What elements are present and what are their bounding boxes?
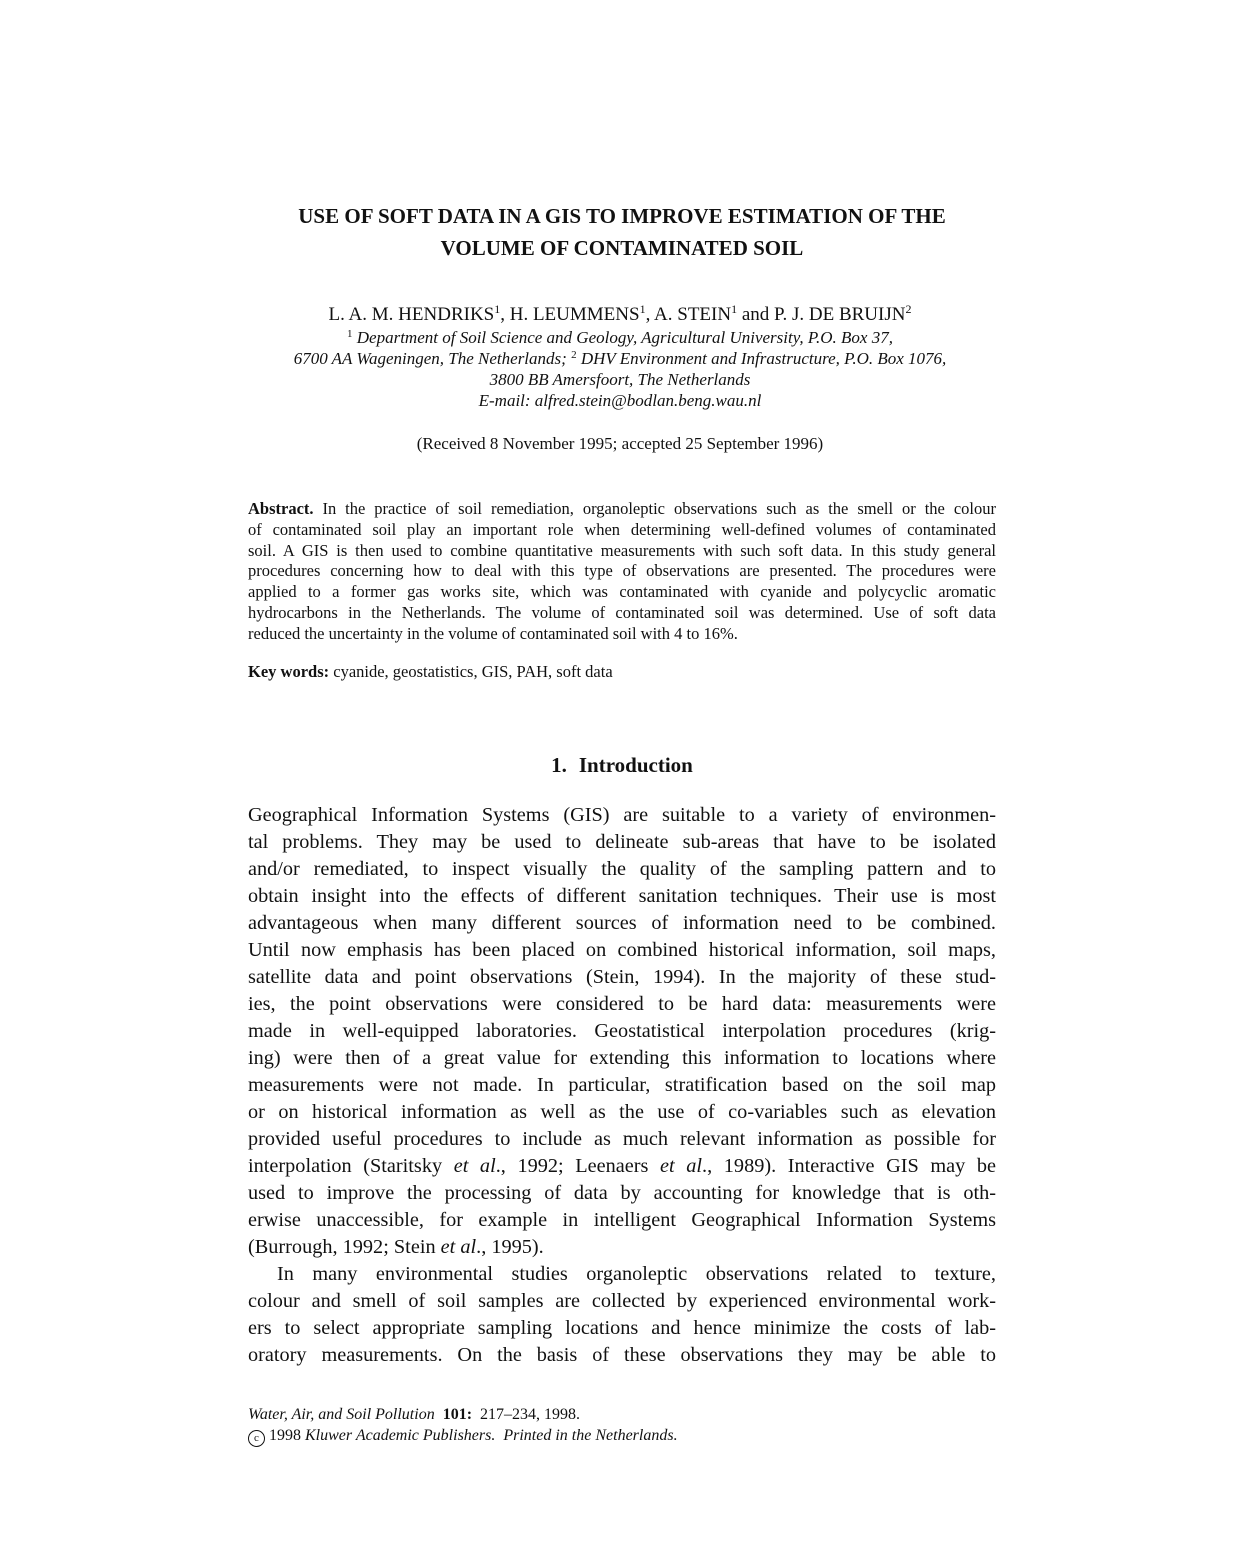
- author-name: A. STEIN: [654, 304, 732, 325]
- affiliation-line-3: 3800 BB Amersfoort, The Netherlands: [489, 370, 751, 389]
- body-text-run: ., 1989). Interactive GIS may be: [702, 1155, 996, 1177]
- body-line: provided useful procedures to include as much relevant information as possible for: [248, 1128, 996, 1150]
- copyright-icon: c: [248, 1430, 265, 1447]
- body-line: and/or remediated, to inspect visually the quality of the sampling pattern and to: [248, 858, 996, 880]
- title-line-2: VOLUME OF CONTAMINATED SOIL: [440, 236, 804, 260]
- author-separator: ,: [500, 304, 510, 325]
- keywords-text: cyanide, geostatistics, GIS, PAH, soft data: [329, 662, 613, 681]
- author-list: [160, 302, 1080, 328]
- et-al-italic: et al: [660, 1155, 703, 1177]
- body-line: colour and smell of soil samples are collected by experienced environmental work-: [248, 1290, 996, 1312]
- et-al-italic: et al: [440, 1236, 477, 1258]
- journal-pages: 217–234, 1998.: [480, 1406, 581, 1423]
- body-line: tal problems. They may be used to delineate sub-areas that have to be isolated: [248, 831, 996, 853]
- affiliation-line-1: [160, 327, 1080, 348]
- author-separator: ,: [645, 304, 655, 325]
- body-line: erwise unaccessible, for example in intelligent Geographical Information Systems: [248, 1209, 996, 1231]
- keywords: [248, 661, 996, 682]
- page-footer: [248, 1404, 996, 1447]
- body-line: or on historical information as well as the use of co-variables such as elevation: [248, 1101, 996, 1123]
- author-affiliation-mark: 2: [905, 302, 912, 316]
- body-line: advantageous when many different sources of information need to be combined.: [248, 912, 996, 934]
- introduction-body: [248, 802, 996, 1369]
- abstract: [248, 499, 996, 645]
- body-line: ers to select appropriate sampling locations and hence minimize the costs of lab-: [248, 1317, 996, 1339]
- journal-volume: 101:: [442, 1406, 473, 1423]
- body-line: In many environmental studies organoleptic observations related to texture,: [277, 1263, 996, 1285]
- body-text-run: interpolation (Staritsky: [248, 1155, 454, 1177]
- body-line: Until now emphasis has been placed on combined historical information, soil maps,: [248, 939, 996, 961]
- body-line: used to improve the processing of data by accounting for knowledge that is oth-: [248, 1182, 996, 1204]
- abstract-line: procedures concerning how to deal with this type of observations are presented. The procedures were: [248, 561, 996, 581]
- author-separator: and: [737, 304, 775, 325]
- paper-title: [248, 200, 996, 264]
- body-line: ies, the point observations were considered to be hard data: measurements were: [248, 993, 996, 1015]
- body-line: [248, 1153, 996, 1180]
- copyright-line: [248, 1425, 996, 1447]
- body-text-run: ., 1995).: [476, 1236, 544, 1258]
- keywords-label: Key words:: [248, 662, 330, 681]
- affiliation-mark-2: 2: [571, 349, 577, 361]
- received-dates: (Received 8 November 1995; accepted 25 September 1996): [416, 434, 824, 453]
- author-name: P. J. DE BRUIJN: [774, 304, 906, 325]
- author-affiliation-mark: 1: [494, 302, 501, 316]
- printed-location: Printed in the Netherlands.: [503, 1427, 678, 1444]
- body-line: measurements were not made. In particular, stratification based on the soil map: [248, 1074, 996, 1096]
- affiliation-text-2b: DHV Environment and Infrastructure, P.O. Box 1076,: [580, 349, 947, 368]
- section-title: Introduction: [578, 753, 693, 777]
- title-line-1: USE OF SOFT DATA IN A GIS TO IMPROVE ESTIMATION OF THE: [298, 204, 946, 228]
- author-name: H. LEUMMENS: [509, 304, 640, 325]
- section-heading-introduction: [248, 750, 996, 780]
- body-line: made in well-equipped laboratories. Geostatistical interpolation procedures (krig-: [248, 1020, 996, 1042]
- et-al-italic: et al: [453, 1155, 496, 1177]
- body-text-run: ., 1992; Leenaers: [495, 1155, 661, 1177]
- abstract-label: Abstract.: [248, 499, 314, 518]
- affiliation-text-1: Department of Soil Science and Geology, Agricultural University, P.O. Box 37,: [356, 328, 893, 347]
- author-affiliation-mark: 1: [639, 302, 646, 316]
- body-line: [248, 1234, 996, 1261]
- abstract-line: applied to a former gas works site, which was contaminated with cyanide and polycyclic aromatic: [248, 582, 996, 602]
- body-text-run: (Burrough, 1992; Stein: [248, 1236, 441, 1258]
- section-number: 1.: [551, 753, 567, 777]
- journal-name: Water, Air, and Soil Pollution: [248, 1406, 435, 1423]
- author-name: L. A. M. HENDRIKS: [328, 304, 495, 325]
- abstract-line: reduced the uncertainty in the volume of contaminated soil with 4 to 16%.: [248, 623, 738, 643]
- abstract-line: hydrocarbons in the Netherlands. The volume of contaminated soil was determined. Use of soft data: [248, 602, 996, 622]
- affiliation-mark-1: 1: [347, 328, 353, 340]
- body-line: oratory measurements. On the basis of these observations they may be able to: [248, 1344, 996, 1366]
- author-email: E-mail: alfred.stein@bodlan.beng.wau.nl: [478, 391, 762, 410]
- abstract-line: soil. A GIS is then used to combine quantitative measurements with such soft data. In this study general: [248, 540, 996, 560]
- abstract-line: of contaminated soil play an important role when determining well-defined volumes of contaminated: [248, 519, 996, 539]
- body-line: obtain insight into the effects of different sanitation techniques. Their use is most: [248, 885, 996, 907]
- publisher-name: Kluwer Academic Publishers.: [305, 1427, 496, 1444]
- body-line: Geographical Information Systems (GIS) are suitable to a variety of environmen-: [248, 804, 996, 826]
- copyright-year: 1998: [269, 1427, 301, 1444]
- journal-citation: [248, 1404, 996, 1425]
- abstract-text: In the practice of soil remediation, organoleptic observations such as the smell or the colour: [313, 499, 996, 518]
- author-affiliation-mark: 1: [731, 302, 738, 316]
- body-line: satellite data and point observations (Stein, 1994). In the majority of these stud-: [248, 966, 996, 988]
- abstract-line: [248, 499, 996, 520]
- body-line: ing) were then of a great value for extending this information to locations where: [248, 1047, 996, 1069]
- affiliation-text-2a: 6700 AA Wageningen, The Netherlands;: [293, 349, 567, 368]
- affiliation-line-2: [160, 348, 1080, 369]
- affiliations: [160, 327, 1080, 411]
